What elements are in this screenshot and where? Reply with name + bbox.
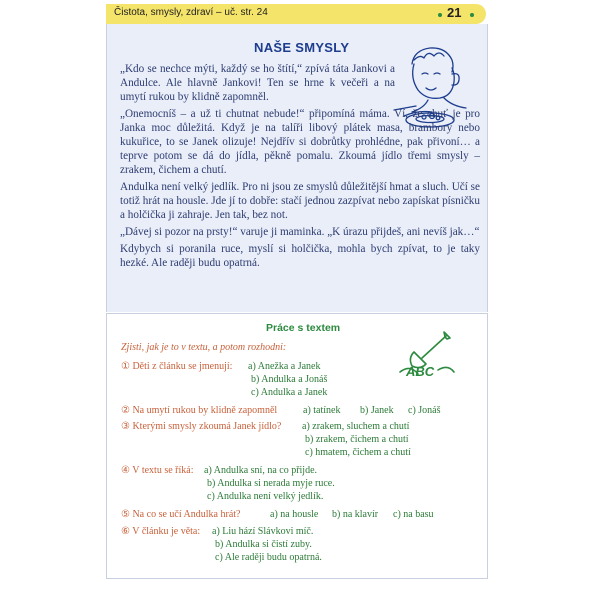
question-1-option-a[interactable]: a) Anežka a Janek: [248, 361, 321, 372]
story-paragraph: „Kdo se nechce mýti, každý se ho štítí,“ zpívá táta Jankovi a Andulce. Ale hlavně Jankovi! Ten se hrne k večeři a na umytí rukou by klidně zapomněl.: [120, 63, 395, 103]
question-6-option-a[interactable]: a) Liu hází Slávkovi míč.: [212, 526, 314, 537]
header-dot-right: [470, 13, 474, 17]
story-paragraph: „Onemocníš – a už ti chutnat nebude!“ připomíná máma. Ví, že chuť je pro Janka moc důležitá. Když je na talíři libový plátek masa, brambory nebo kukuřice, to se Janek olizuje! Nejdřív si dobrůtky prohlédne, pak přivoní… a teprve potom se dá do jídla, pěkně pomalu. Zkoumá jídlo třemi smysly – zrakem, čichem a chutí.: [120, 108, 480, 176]
question-2-label: ② Na umytí rukou by klidně zapomněl: [121, 405, 278, 416]
question-3-option-b[interactable]: b) zrakem, čichem a chutí: [305, 434, 409, 445]
question-5-label: ⑤ Na co se učí Andulka hrát?: [121, 509, 241, 520]
question-4-option-c[interactable]: c) Andulka není velký jedlík.: [207, 491, 324, 502]
question-6-option-b[interactable]: b) Andulka si čistí zuby.: [215, 539, 312, 550]
question-5-option-b[interactable]: b) na klavír: [332, 509, 379, 520]
exercise-title: Práce s textem: [266, 322, 341, 334]
question-1-option-c[interactable]: c) Andulka a Janek: [251, 387, 328, 398]
shovel-letters: ABC: [406, 364, 435, 379]
shovel-illustration: [398, 328, 458, 384]
question-2-option-b[interactable]: b) Janek: [360, 405, 394, 416]
question-1-label: ① Děti z článku se jmenují:: [121, 361, 233, 372]
question-1-option-b[interactable]: b) Andulka a Jonáš: [251, 374, 328, 385]
exercise-instruction: Zjisti, jak je to v textu, a potom rozhodni:: [121, 342, 287, 353]
page-number: 21: [447, 5, 462, 20]
story-title: NAŠE SMYSLY: [254, 40, 350, 55]
question-3-label: ③ Kterými smysly zkoumá Janek jídlo?: [121, 421, 282, 432]
story-text: [120, 62, 480, 273]
question-5-option-a[interactable]: a) na housle: [270, 509, 319, 520]
question-4-option-b[interactable]: b) Andulka si nerada myje ruce.: [207, 478, 335, 489]
question-2-option-a[interactable]: a) tatínek: [303, 405, 341, 416]
story-paragraph: „Dávej si pozor na prsty!“ varuje ji maminka. „K úrazu přijdeš, ani nevíš jak…“: [120, 226, 480, 238]
question-2-option-c[interactable]: c) Jonáš: [408, 405, 441, 416]
story-paragraph: Kdybych si poranila ruce, myslí si holčička, mohla bych zpívat, to je taky hezké. Ale raději budu opatrná.: [120, 243, 480, 269]
question-4-option-a[interactable]: a) Andulka sní, na co přijde.: [204, 465, 318, 476]
header-dot-left: [438, 13, 442, 17]
question-3-option-a[interactable]: a) zrakem, sluchem a chutí: [302, 421, 410, 432]
question-5-option-c[interactable]: c) na basu: [393, 509, 434, 520]
question-6-option-c[interactable]: c) Ale raději budu opatrná.: [215, 552, 322, 563]
story-paragraph: Andulka není velký jedlík. Pro ni jsou ze smyslů důležitější hmat a sluch. Učí se totiž hrát na housle. Jde jí to dobře: stačí jednou zazpívat nebo zapískat písničku a holčička ji zahraje. Jen tak, bez not.: [120, 181, 480, 221]
question-6-label: ⑥ V článku je věta:: [121, 526, 201, 537]
question-3-option-c[interactable]: c) hmatem, čichem a chutí: [305, 447, 411, 458]
question-4-label: ④ V textu se říká:: [121, 465, 194, 476]
header-title: Čistota, smysly, zdraví – uč. str. 24: [114, 7, 268, 18]
